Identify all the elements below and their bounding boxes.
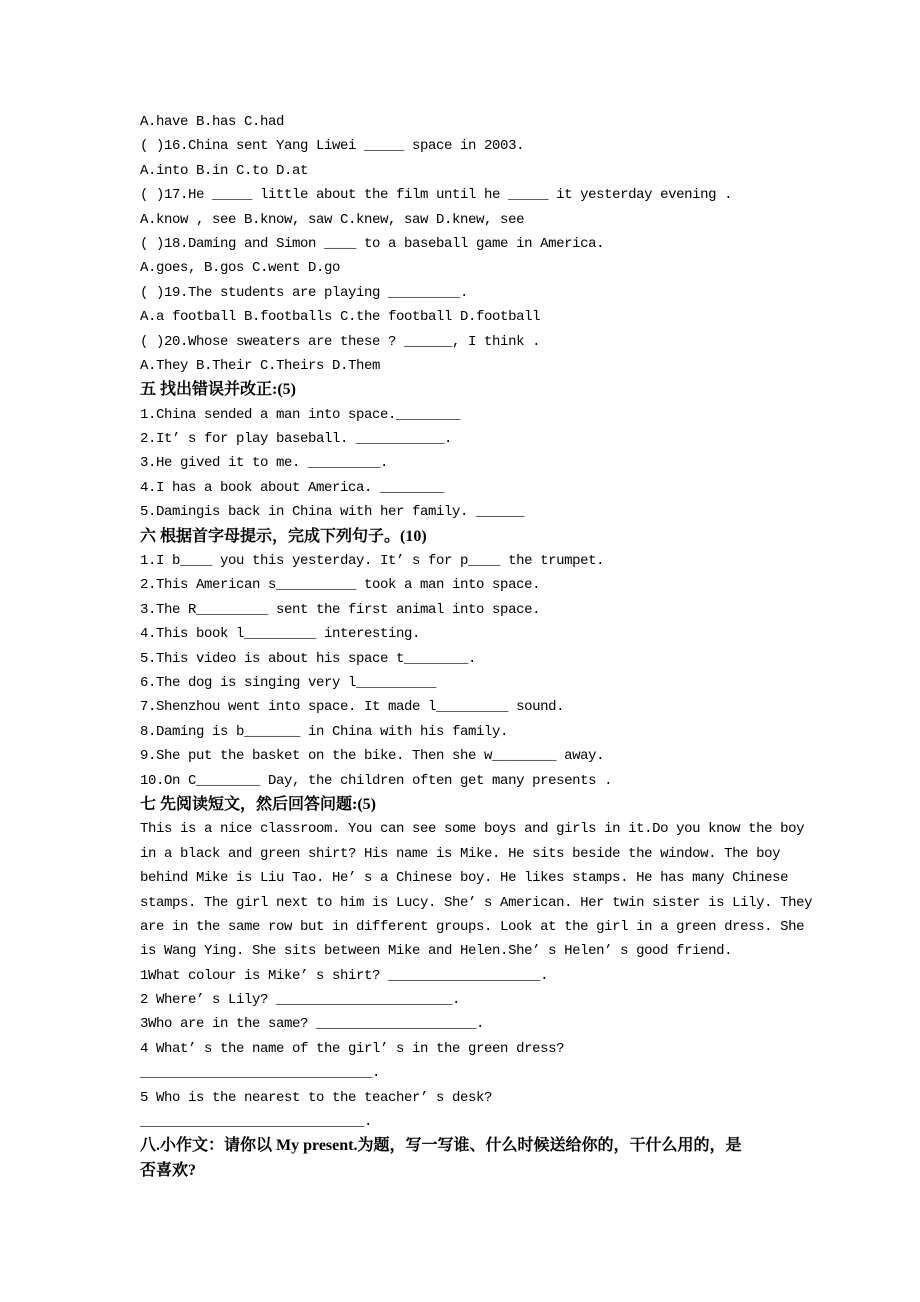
reading-passage-line: behind Mike is Liu Tao. He’ s a Chinese boy. He likes stamps. He has many Chinese: [140, 870, 789, 887]
fill-blank-item-line: 4.This book l_________ interesting.: [140, 626, 421, 643]
correction-item-line: 1.China sended a man into space.________: [140, 406, 461, 423]
question-line: ( )19.The students are playing _________.: [140, 284, 469, 301]
fill-blank-item-line: 2.This American s__________ took a man into space.: [140, 577, 541, 594]
reading-question-line: 5 Who is the nearest to the teacher’ s desk?: [140, 1089, 493, 1106]
reading-question-line: 3Who are in the same? ____________________.: [140, 1016, 485, 1033]
choice-options-line: A.They B.Their C.Theirs D.Them: [140, 357, 381, 374]
fill-blank-item-line: 9.She put the basket on the bike. Then she w________ away.: [140, 748, 605, 765]
fill-blank-item-line: 7.Shenzhou went into space. It made l_________ sound.: [140, 699, 565, 716]
question-line: ( )17.He _____ little about the film until he _____ it yesterday evening .: [140, 187, 733, 204]
reading-passage-line: This is a nice classroom. You can see some boys and girls in it.Do you know the boy: [140, 821, 805, 838]
question-line: ( )20.Whose sweaters are these ? ______, I think .: [140, 333, 541, 350]
choice-options-line: A.a football B.footballs C.the football D.football: [140, 309, 541, 326]
choice-options-line: A.have B.has C.had: [140, 114, 285, 130]
section-heading-8-continued: 否喜欢?: [140, 1161, 197, 1179]
reading-passage-line: are in the same row but in different groups. Look at the girl in a green dress. She: [140, 918, 805, 935]
fill-blank-item-line: 3.The R_________ sent the first animal into space.: [140, 601, 541, 618]
question-line: ( )18.Daming and Simon ____ to a baseball game in America.: [140, 235, 605, 252]
fill-blank-item-line: 1.I b____ you this yesterday. It’ s for p____ the trumpet.: [140, 553, 605, 570]
fill-blank-item-line: 5.This video is about his space t________.: [140, 650, 477, 667]
reading-question-line: 1What colour is Mike’ s shirt? ___________________.: [140, 967, 549, 984]
reading-question-line: 2 Where’ s Lily? ______________________.: [140, 992, 461, 1009]
choice-options-line: A.into B.in C.to D.at: [140, 162, 309, 179]
section-heading-7: 七 先阅读短文，然后回答问题:(5): [140, 795, 376, 813]
section-heading-8: 八.小作文：请你以 My present.为题，写一写谁、什么时候送给你的，干什么用的，是: [140, 1137, 742, 1155]
correction-item-line: 4.I has a book about America. ________: [140, 479, 445, 496]
section-heading-6: 六 根据首字母提示，完成下列句子。(10): [140, 527, 427, 545]
section-heading-5: 五 找出错误并改正:(5): [140, 381, 296, 399]
fill-blank-item-line: 8.Daming is b_______ in China with his family.: [140, 723, 509, 740]
correction-item-line: 3.He gived it to me. _________.: [140, 455, 389, 472]
choice-options-line: A.goes, B.gos C.went D.go: [140, 260, 341, 277]
document-content: [140, 110, 860, 1183]
reading-passage-line: in a black and green shirt? His name is Mike. He sits beside the window. The boy: [140, 845, 781, 862]
fill-blank-item-line: 10.On C________ Day, the children often get many presents .: [140, 772, 613, 789]
correction-item-line: 5.Damingis back in China with her family. ______: [140, 504, 525, 521]
fill-blank-item-line: 6.The dog is singing very l__________: [140, 674, 437, 691]
reading-passage-line: stamps. The girl next to him is Lucy. She’ s American. Her twin sister is Lily. They: [140, 894, 813, 911]
answer-blank-line: _____________________________.: [140, 1065, 381, 1082]
reading-passage-line: is Wang Ying. She sits between Mike and Helen.She’ s Helen’ s good friend.: [140, 943, 733, 960]
reading-question-line: 4 What’ s the name of the girl’ s in the green dress?: [140, 1040, 565, 1057]
question-line: ( )16.China sent Yang Liwei _____ space in 2003.: [140, 138, 525, 155]
choice-options-line: A.know , see B.know, saw C.knew, saw D.knew, see: [140, 211, 525, 228]
answer-blank-line: ____________________________.: [140, 1114, 373, 1131]
correction-item-line: 2.It’ s for play baseball. ___________.: [140, 431, 453, 448]
